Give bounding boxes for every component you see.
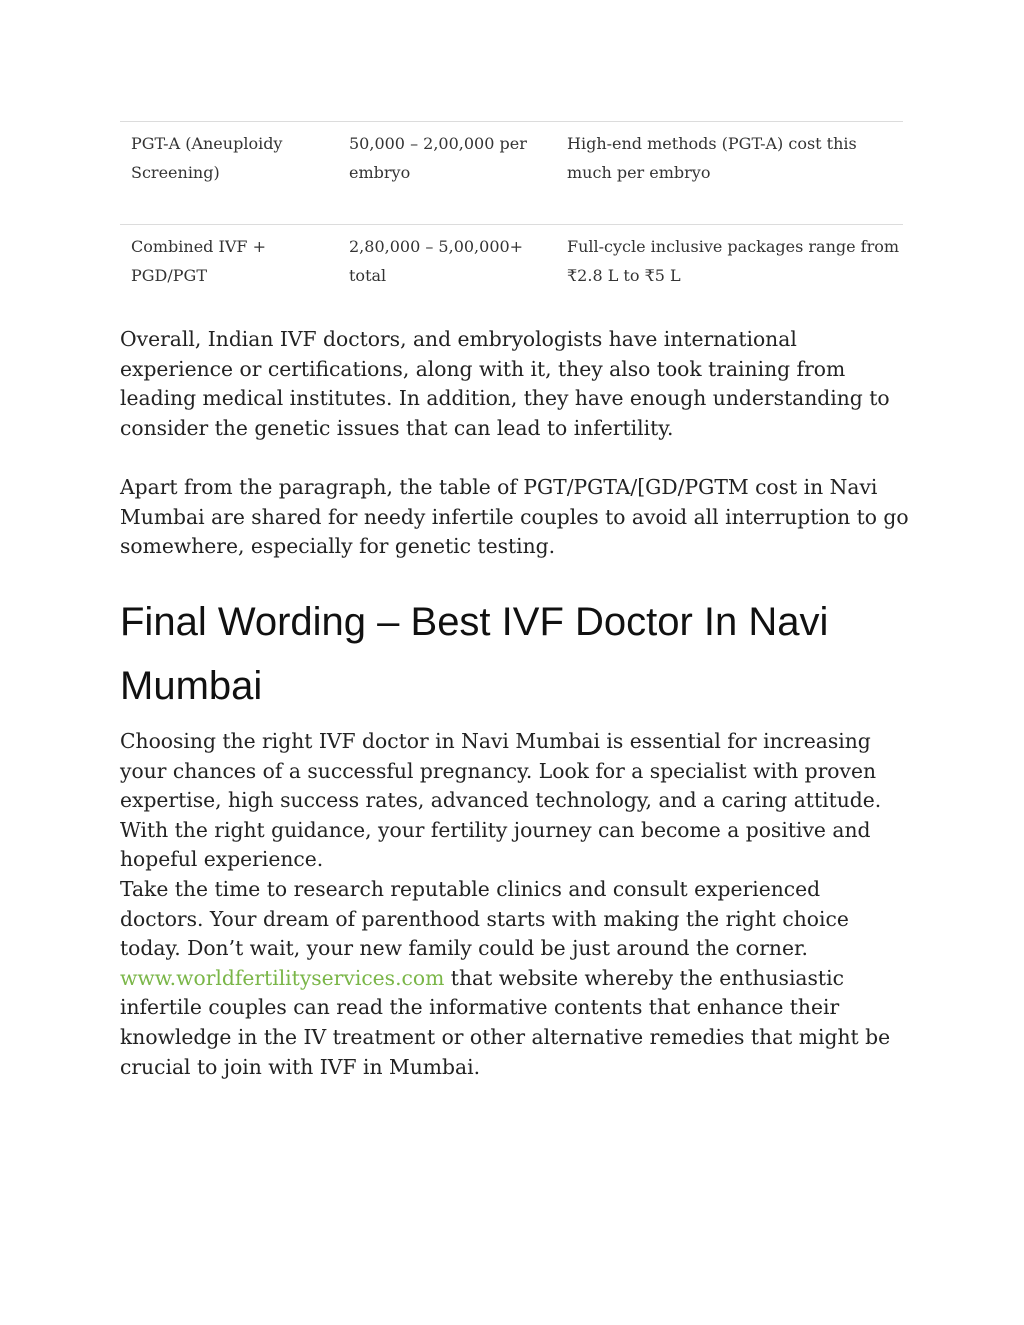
table-row xyxy=(120,121,903,224)
website-link[interactable]: www.worldfertilityservices.com xyxy=(120,965,445,990)
genetic-testing-cost-table xyxy=(120,121,903,305)
paragraph-doctors-experience: Overall, Indian IVF doctors, and embryologists have international experience or certifications, along with it, they also took training from leading medical institutes. In addition, they have enough understanding to consider the genetic issues that can lead to infertility. xyxy=(120,327,890,440)
table-cell-note: High-end methods (PGT-A) cost this much per embryo xyxy=(567,134,857,182)
table-cell-note: Full-cycle inclusive packages range from ₹2.8 L to ₹5 L xyxy=(567,237,900,285)
paragraph-choosing-doctor: Choosing the right IVF doctor in Navi Mumbai is essential for increasing your chances of a successful pregnancy. Look for a specialist with proven expertise, high success rates, advanced technology, and a caring attitude. With the right guidance, your fertility journey can become a positive and hopeful experience. xyxy=(120,729,882,872)
table-cell-cost: 2,80,000 – 5,00,000+ total xyxy=(349,237,524,285)
table-cell-test: PGT-A (Aneuploidy Screening) xyxy=(131,134,283,182)
section-heading: Final Wording – Best IVF Doctor In Navi Mumbai xyxy=(120,600,829,708)
table-cell-test: Combined IVF + PGD/PGT xyxy=(131,237,266,285)
table-cell-cost: 50,000 – 2,00,000 per embryo xyxy=(349,134,527,182)
paragraph-closing xyxy=(120,875,910,1082)
paragraph-cost-table-intro: Apart from the paragraph, the table of PGT/PGTA/[GD/PGTM cost in Navi Mumbai are shared for needy infertile couples to avoid all interruption to go somewhere, especially for genetic testing. xyxy=(120,475,909,559)
closing-rest-text: that website whereby the enthusiastic infertile couples can read the informative contents that enhance their knowledge in the IV treatment or other alternative remedies that might be crucial to join with IVF in Mumbai. xyxy=(120,965,891,1079)
table-row xyxy=(120,224,903,305)
closing-intro-text: Take the time to research reputable clinics and consult experienced doctors. Your dream of parenthood starts with making the right choice today. Don’t wait, your new family could be just around the corner. xyxy=(120,877,849,961)
